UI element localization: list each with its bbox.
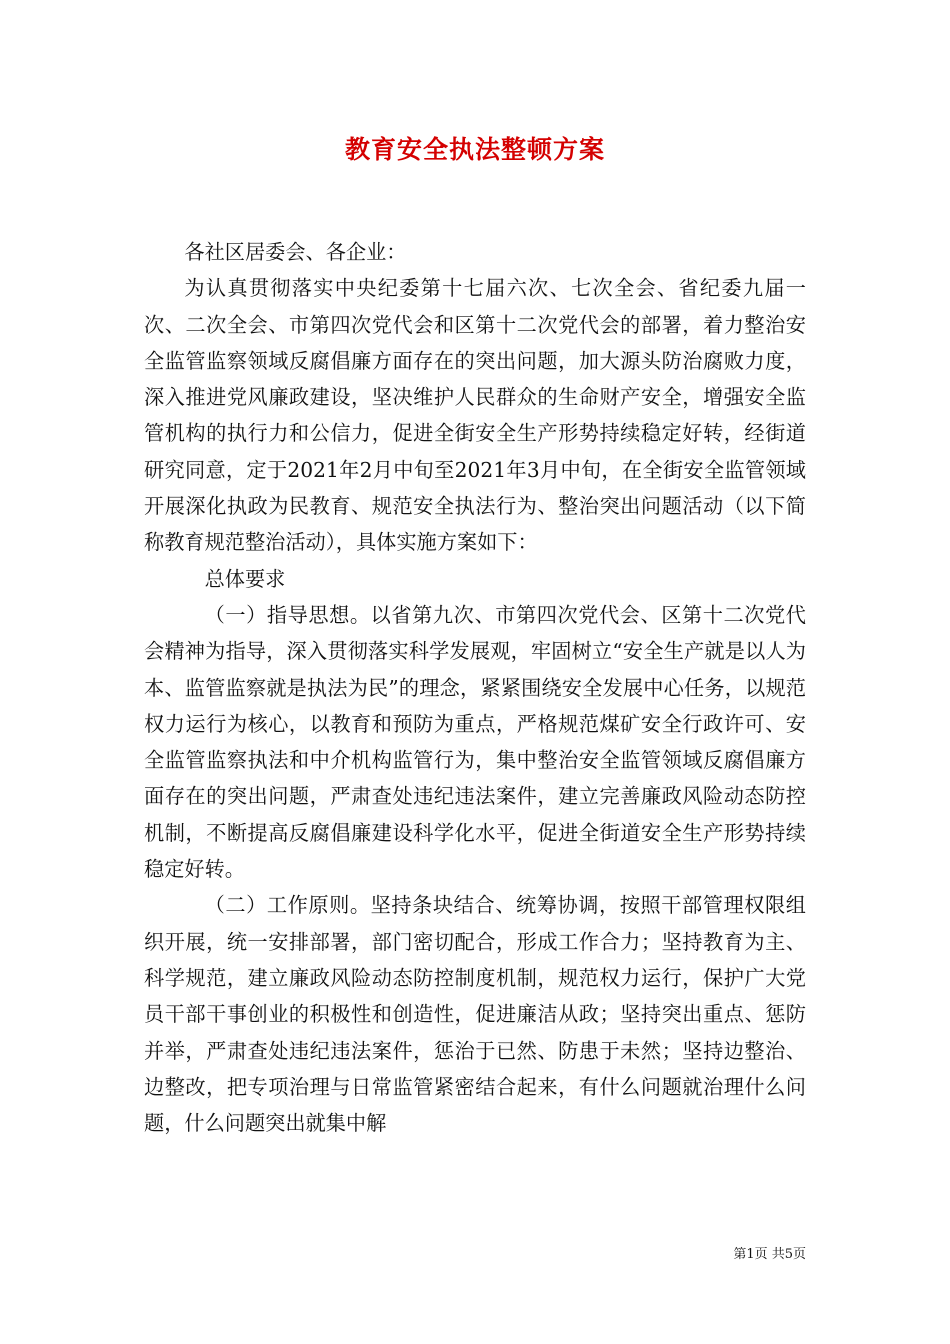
document-title: 教育安全执法整顿方案 [344,135,605,164]
intro-paragraph: 为认真贯彻落实中央纪委第十七届六次、七次全会、省纪委九届一次、二次全会、市第四次党代会和区第十二次党代会的部署，着力整治安全监管监察领域反腐倡廉方面存在的突出问题，加大源头防治腐败力度，深入推进党风廉政建设，坚决维护人民群众的生命财产安全，增强安全监管机构的执行力和公信力，促进全街安全生产形势持续稳定好转，经街道研究同意，定于2021年2月中旬至2021年3月中旬，在全街安全监管领域开展深化执政为民教育、规范安全执法行为、整治突出问题活动（以下简称教育规范整治活动），具体实施方案如下： [144,276,806,555]
page-number: 第1页 共5页 [733,1247,806,1262]
section-heading: 总体要求 [204,566,286,591]
paragraph-guiding-ideology: （一）指导思想。以省第九次、市第四次党代会、区第十二次党代会精神为指导，深入贯彻落实科学发展观，牢固树立“安全生产就是以人为本、监管监察就是执法为民”的理念，紧紧围绕安全发展中心任务，以规范权力运行为核心，以教育和预防为重点，严格规范煤矿安全行政许可、安全监管监察执法和中介机构监管行为，集中整治安全监管领域反腐倡廉方面存在的突出问题，严肃查处违纪违法案件，建立完善廉政风险动态防控机制，不断提高反腐倡廉建设科学化水平，促进全街道安全生产形势持续稳定好转。 [144,602,806,882]
document-body [144,234,806,1141]
salutation: 各社区居委会、各企业： [184,240,407,264]
paragraph-work-principles: （二）工作原则。坚持条块结合、统筹协调，按照干部管理权限组织开展，统一安排部署，部门密切配合，形成工作合力；坚持教育为主、科学规范，建立廉政风险动态防控制度机制，规范权力运行，保护广大党员干部干事创业的积极性和创造性，促进廉洁从政；坚持突出重点、惩防并举，严肃查处违纪违法案件，惩治于已然、防患于未然；坚持边整治、边整改，把专项治理与日常监管紧密结合起来，有什么问题就治理什么问题，什么问题突出就集中解 [144,893,806,1136]
